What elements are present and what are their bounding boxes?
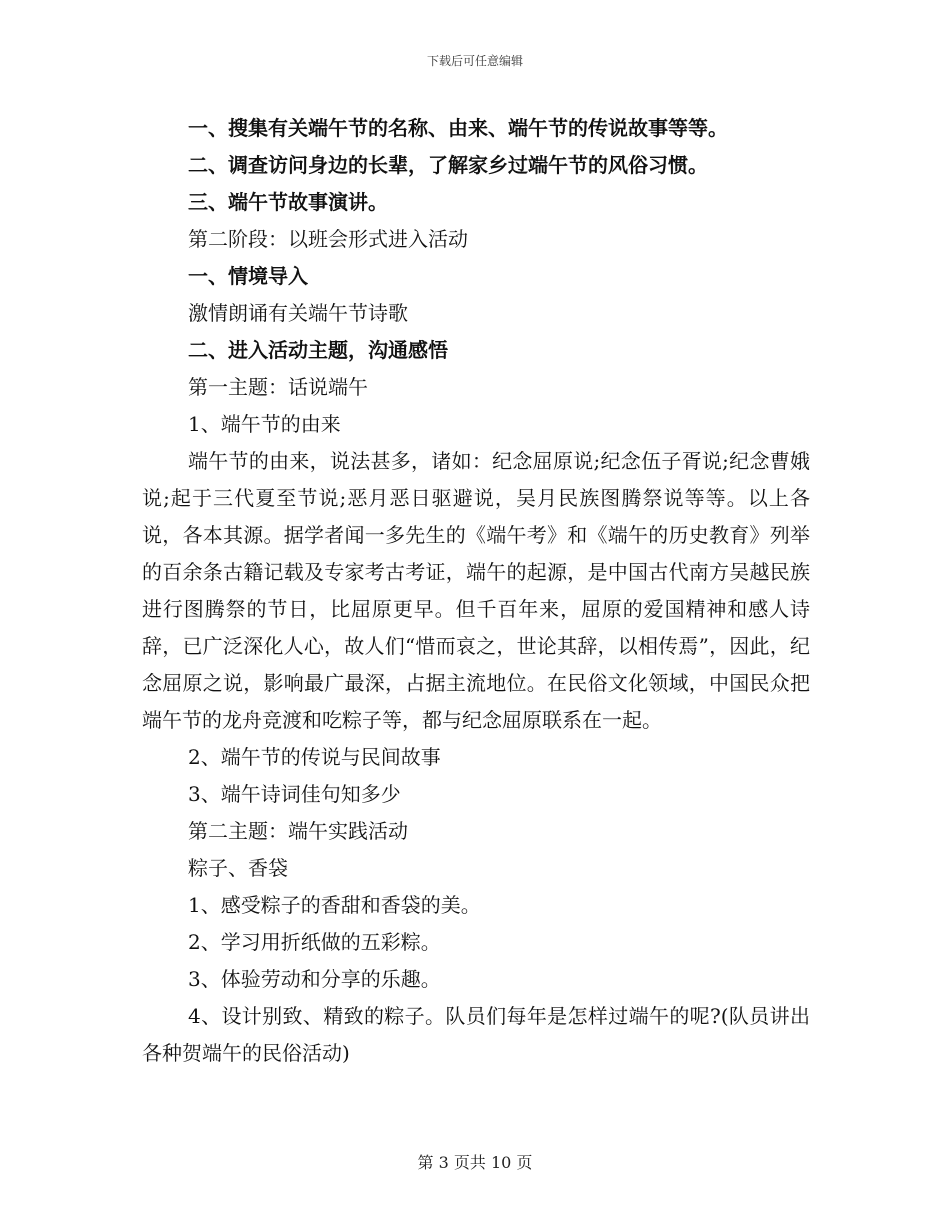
task-item-2: 二、调查访问身边的长辈，了解家乡过端午节的风俗习惯。 [188, 153, 708, 177]
activity-item-3: 3、体验劳动和分享的乐趣。 [188, 967, 441, 991]
activity-item-4: 4、设计别致、精致的粽子。队员们每年是怎样过端午的呢?(队员讲出各种贺端午的民俗活动) [142, 1004, 810, 1065]
subtopic-3: 3、端午诗词佳句知多少 [188, 782, 401, 806]
subtopic-1: 1、端午节的由来 [188, 412, 341, 436]
section-text-1: 激情朗诵有关端午节诗歌 [188, 301, 408, 325]
stage-heading: 第二阶段：以班会形式进入活动 [188, 227, 468, 251]
page-header: 下载后可任意编辑 [426, 54, 523, 68]
subtopic-2: 2、端午节的传说与民间故事 [188, 745, 441, 769]
activity-item-2: 2、学习用折纸做的五彩粽。 [188, 930, 441, 954]
activity-item-1: 1、感受粽子的香甜和香袋的美。 [188, 893, 481, 917]
section-heading-2: 二、进入活动主题，沟通感悟 [188, 338, 448, 362]
section-heading-1: 一、情境导入 [188, 264, 308, 288]
theme-heading-1: 第一主题：话说端午 [188, 375, 368, 399]
theme-heading-2: 第二主题：端午实践活动 [188, 819, 408, 843]
task-item-3: 三、端午节故事演讲。 [188, 190, 388, 214]
document-body [142, 110, 810, 1072]
task-item-1: 一、搜集有关端午节的名称、由来、端午节的传说故事等等。 [188, 116, 728, 140]
activity-title: 粽子、香袋 [188, 856, 288, 880]
origin-paragraph: 端午节的由来，说法甚多，诸如：纪念屈原说;纪念伍子胥说;纪念曹娥说;起于三代夏至节说;恶月恶日驱避说，吴月民族图腾祭说等等。以上各说，各本其源。据学者闻一多先生的《端午考》和《端午的历史教育》列举的百余条古籍记载及专家考古考证，端午的起源，是中国古代南方吴越民族进行图腾祭的节日，比屈原更早。但千百年来，屈原的爱国精神和感人诗辞，已广泛深化人心，故人们“惜而哀之，世论其辞，以相传焉”，因此，纪念屈原之说，影响最广最深，占据主流地位。在民俗文化领域，中国民众把端午节的龙舟竞渡和吃粽子等，都与纪念屈原联系在一起。 [142, 449, 810, 732]
page-footer: 第 3 页共 10 页 [417, 1153, 533, 1172]
